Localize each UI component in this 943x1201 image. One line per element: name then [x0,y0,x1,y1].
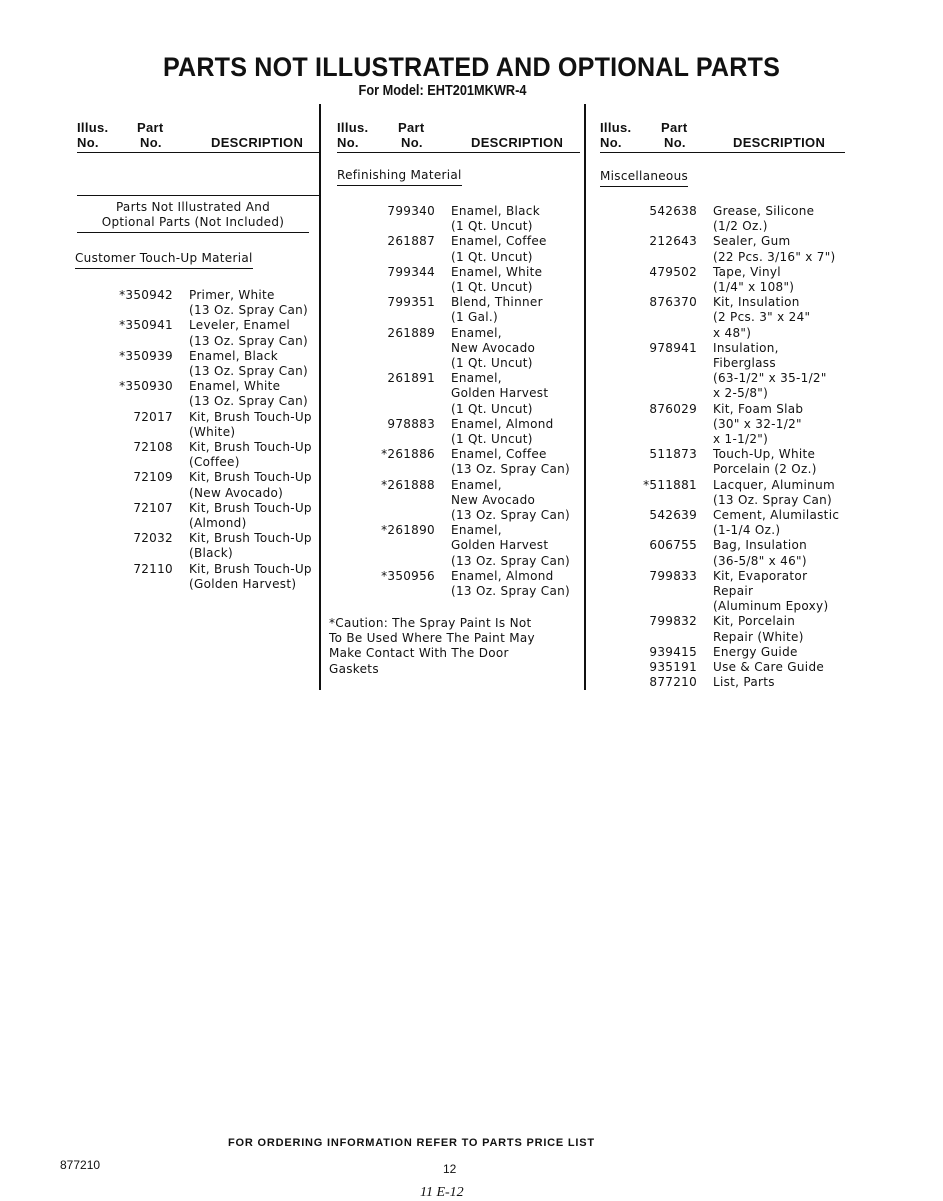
part-row [77,562,312,592]
part-description: Tape, Vinyl (1/4" x 108") [713,264,795,295]
part-number: 72110 [133,561,173,576]
part-number: 876029 [649,401,697,416]
part-row [600,660,839,675]
header-part-no: No. [140,135,162,150]
part-number: *511881 [643,477,697,492]
part-row [77,379,312,409]
part-description: Kit, Brush Touch-Up (Golden Harvest) [189,561,312,591]
header-description: DESCRIPTION [471,135,564,150]
part-description: Enamel, Black (13 Oz. Spray Can) [189,348,308,379]
part-description: Kit, Brush Touch-Up (White) [189,409,312,439]
part-number: 978883 [387,416,435,431]
part-row [600,614,839,644]
part-row [337,295,570,325]
part-description: Enamel, Coffee (1 Qt. Uncut) [451,234,547,264]
part-description: Use & Care Guide [713,660,825,675]
part-number: 799340 [387,204,435,218]
part-description: Kit, Brush Touch-Up (New Avocado) [189,470,312,500]
part-description: Touch-Up, White Porcelain (2 Oz.) [713,447,817,477]
part-description: Energy Guide [713,644,798,659]
part-row [337,234,570,264]
part-number: 479502 [649,264,697,279]
part-number: *261888 [381,477,435,492]
parts-column-3 [600,118,845,690]
part-row [77,349,312,379]
part-description: Lacquer, Aluminum (13 Oz. Spray Can) [713,477,835,507]
part-number: *261886 [381,447,435,462]
part-number: 935191 [649,660,697,675]
part-row [337,523,570,569]
part-description: Kit, Brush Touch-Up (Coffee) [189,440,312,470]
part-description: Sealer, Gum (22 Pcs. 3/16" x 7") [713,234,836,264]
header-illus-no: No. [600,135,622,150]
part-number: 799351 [387,295,435,310]
part-number: 261891 [387,371,435,386]
part-description: Enamel, Black (1 Qt. Uncut) [451,204,540,234]
part-description: Insulation, Fiberglass (63-1/2" x 35-1/2" x 2-5/8") [713,340,827,401]
page-number: 12 [443,1162,457,1176]
part-number: 939415 [649,644,697,659]
part-description: Enamel, Coffee (13 Oz. Spray Can) [451,447,570,477]
part-description: List, Parts [713,675,775,690]
part-number: 606755 [649,538,697,553]
part-row [600,447,839,477]
part-row [600,234,839,264]
header-illus: Illus. [337,120,369,135]
caution-note: *Caution: The Spray Paint Is Not To Be Used Where The Paint May Make Contact With The Door Gaskets [329,616,535,676]
part-number: 72017 [133,409,173,424]
part-description: Kit, Evaporator Repair (Aluminum Epoxy) [713,568,829,614]
part-description: Enamel, Golden Harvest (13 Oz. Spray Can) [451,523,570,568]
part-number: *350941 [119,318,173,333]
header-illus: Illus. [600,120,632,135]
part-number: 876370 [649,295,697,310]
header-illus-no: No. [77,135,99,150]
part-description: Enamel, New Avocado (1 Qt. Uncut) [451,325,536,371]
part-row [77,470,312,500]
parts-column-1 [75,118,319,591]
header-description: DESCRIPTION [211,135,304,150]
part-row [600,295,839,341]
part-number: *350942 [119,288,173,302]
part-number: 978941 [649,340,697,355]
parts-list [600,204,839,691]
part-row [600,204,839,234]
header-part-no: No. [401,135,423,150]
part-row [600,675,839,690]
document-number: 877210 [60,1158,101,1172]
part-number: 542638 [649,204,697,218]
header-illus: Illus. [77,120,109,135]
part-row [77,531,312,561]
part-description: Grease, Silicone (1/2 Oz.) [713,204,815,234]
part-row [337,204,570,234]
part-description: Enamel, New Avocado (13 Oz. Spray Can) [451,477,570,523]
parts-column-2 [329,118,580,676]
handwritten-mark: 11 E-12 [420,1185,464,1200]
section-title: Miscellaneous [600,169,688,187]
parts-list [77,288,312,592]
part-row [600,478,839,508]
part-number: *350956 [381,568,435,583]
part-description: Kit, Foam Slab (30" x 32-1/2" x 1-1/2") [713,401,804,447]
part-number: 511873 [649,447,697,462]
section-title: Customer Touch-Up Material [75,251,253,269]
part-number: *261890 [381,523,435,538]
part-row [600,538,839,568]
header-part: Part [398,120,425,135]
part-row [600,508,839,538]
part-description: Kit, Brush Touch-Up (Almond) [189,500,312,531]
model-subtitle: For Model: EHT201MKWR-4 [358,82,527,99]
part-row [337,371,570,417]
part-description: Enamel, Golden Harvest (1 Qt. Uncut) [451,371,549,416]
header-part-no: No. [664,135,686,150]
column-header [600,118,845,153]
part-row [77,318,312,348]
page-title: PARTS NOT ILLUSTRATED AND OPTIONAL PARTS [162,52,781,82]
part-row [337,478,570,524]
part-number: 261889 [387,325,435,340]
part-description: Cement, Alumilastic (1-1/4 Oz.) [713,508,840,538]
column-header [337,118,580,153]
part-row [337,417,570,447]
part-description: Blend, Thinner (1 Gal.) [451,295,543,325]
part-description: Bag, Insulation (36-5/8" x 46") [713,538,808,568]
ordering-info-footer: FOR ORDERING INFORMATION REFER TO PARTS PRICE LIST [228,1137,595,1149]
part-number: 799832 [649,614,697,629]
part-description: Kit, Brush Touch-Up (Black) [189,531,312,561]
parts-list [337,204,570,599]
part-description: Enamel, White (13 Oz. Spray Can) [189,379,308,409]
part-number: 212643 [649,234,697,249]
box-text: Parts Not Illustrated And Optional Parts (Not Included) [77,200,309,233]
part-row [337,569,570,599]
part-row [600,341,839,402]
part-row [600,402,839,448]
part-description: Enamel, Almond (1 Qt. Uncut) [451,416,554,447]
part-number: 72108 [133,440,173,455]
part-description: Enamel, Almond (13 Oz. Spray Can) [451,568,570,599]
part-number: 72109 [133,470,173,485]
header-part: Part [137,120,164,135]
part-number: 72107 [133,500,173,515]
part-number: 877210 [649,675,697,690]
part-number: 261887 [387,234,435,249]
header-part: Part [661,120,688,135]
part-description: Kit, Porcelain Repair (White) [713,614,804,644]
column-header [77,118,319,153]
part-number: 72032 [133,531,173,546]
section-title: Refinishing Material [337,168,462,186]
part-description: Primer, White (13 Oz. Spray Can) [189,288,308,318]
part-description: Kit, Insulation (2 Pcs. 3" x 24" x 48") [713,295,811,340]
part-row [600,645,839,660]
part-number: 799344 [387,264,435,279]
part-row [77,288,312,318]
part-row [337,265,570,295]
header-illus-no: No. [337,135,359,150]
part-row [600,569,839,615]
part-number: 542639 [649,508,697,523]
part-row [77,501,312,531]
part-number: 799833 [649,568,697,583]
part-row [600,265,839,295]
part-row [337,447,570,477]
box-rule [77,195,319,196]
header-description: DESCRIPTION [733,135,826,150]
part-row [77,440,312,470]
column-divider [319,104,321,690]
part-description: Enamel, White (1 Qt. Uncut) [451,264,543,295]
part-row [77,410,312,440]
part-number: *350930 [119,379,173,394]
part-description: Leveler, Enamel (13 Oz. Spray Can) [189,318,308,348]
part-row [337,326,570,372]
column-divider [584,104,586,690]
part-number: *350939 [119,348,173,363]
